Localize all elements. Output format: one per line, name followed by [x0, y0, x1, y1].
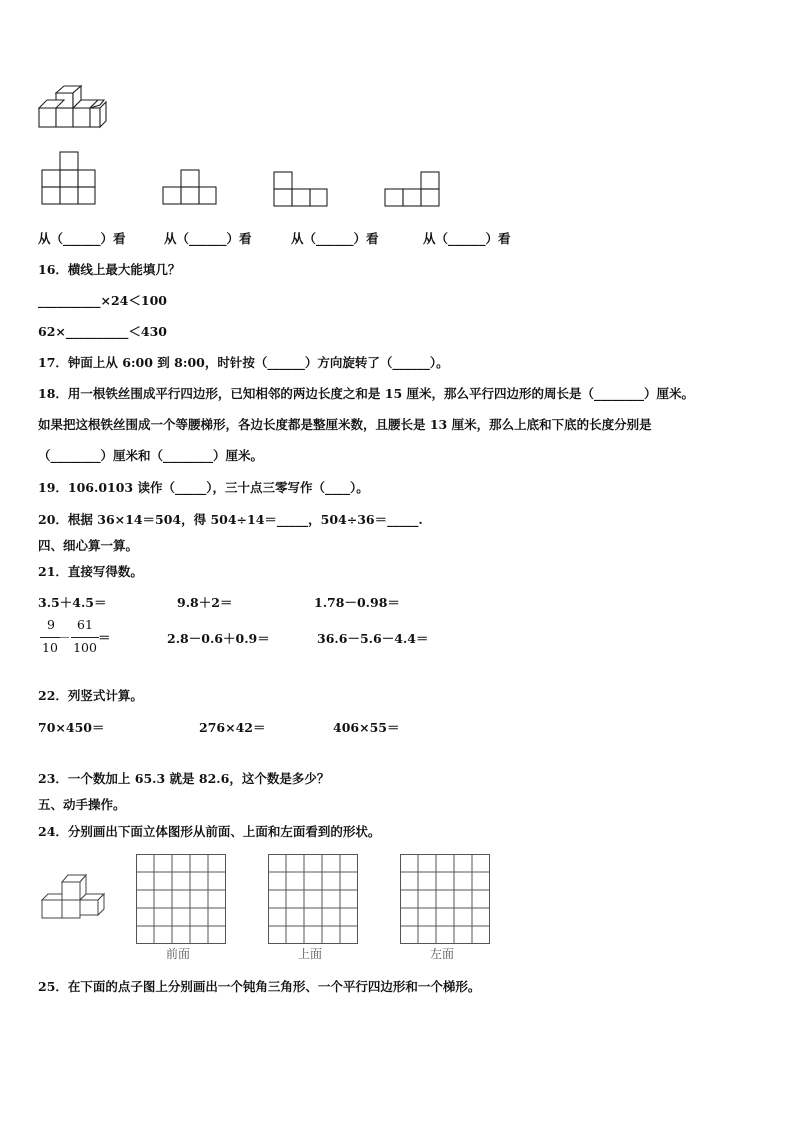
section-4-title: 四、细心算一算。	[38, 538, 139, 553]
q24-grid-left	[400, 854, 490, 944]
frac-minus-sign: －	[58, 630, 71, 645]
frac2-numerator: 61	[77, 617, 93, 632]
frac2-denominator: 100	[73, 640, 97, 655]
q18-line-1: 18．用一根铁丝围成平行四边形，已知相邻的两边长度之和是 15 厘米，那么平行四边形的周长是（________）厘米。	[38, 386, 694, 401]
frac2-bar	[71, 637, 99, 638]
q15-view-2	[163, 169, 217, 205]
q22-c1: 70×450＝	[38, 720, 105, 735]
q25-text: 25．在下面的点子图上分别画出一个钝角三角形、一个平行四边形和一个梯形。	[38, 979, 481, 994]
q21-r1c3: 1.78－0.98＝	[314, 595, 400, 610]
q24-title: 24．分别画出下面立体图形从前面、上面和左面看到的形状。	[38, 824, 381, 839]
q15-solid-figure	[36, 84, 111, 130]
q16-line-2: 62×__________＜430	[38, 324, 167, 339]
q16-title: 16．横线上最大能填几？	[38, 262, 181, 277]
frac-equals-sign: ＝	[98, 630, 111, 645]
q24-caption-top: 上面	[298, 947, 323, 961]
q24-solid-figure	[40, 872, 108, 920]
q21-r2c3: 36.6－5.6－4.4＝	[317, 631, 429, 646]
q22-c2: 276×42＝	[199, 720, 266, 735]
q21-title: 21．直接写得数。	[38, 564, 143, 579]
q24-caption-left: 左面	[430, 947, 455, 961]
q21-r2c2: 2.8－0.6＋0.9＝	[167, 631, 270, 646]
q20-text: 20．根据 36×14＝504，得 504÷14＝_____，504÷36＝_____.	[38, 512, 423, 527]
frac1-denominator: 10	[42, 640, 58, 655]
q24-grid-top	[268, 854, 358, 944]
q15-view-3	[274, 171, 328, 207]
q15-view-label-1: 从（______）看	[38, 231, 126, 246]
q23-text: 23．一个数加上 65.3 就是 82.6，这个数是多少？	[38, 771, 330, 786]
q15-view-label-4: 从（______）看	[423, 231, 511, 246]
q16-line-1: __________×24＜100	[38, 293, 167, 308]
q22-title: 22．列竖式计算。	[38, 688, 143, 703]
q15-view-label-2: 从（______）看	[164, 231, 252, 246]
q22-c3: 406×55＝	[333, 720, 400, 735]
q17-text: 17．钟面上从 6:00 到 8:00，时针按（______）方向旋转了（______）。	[38, 355, 449, 370]
q21-r1c1: 3.5＋4.5＝	[38, 595, 107, 610]
q21-r1c2: 9.8＋2＝	[177, 595, 233, 610]
q18-line-3: （________）厘米和（________）厘米。	[38, 448, 264, 463]
q24-caption-front: 前面	[166, 947, 191, 961]
q18-line-2: 如果把这根铁丝围成一个等腰梯形，各边长度都是整厘米数，且腰长是 13 厘米，那么上底和下底的长度分别是	[38, 417, 652, 432]
section-5-title: 五、动手操作。	[38, 797, 126, 812]
q15-view-4	[385, 171, 441, 207]
frac1-numerator: 9	[47, 617, 55, 632]
q15-view-1	[42, 151, 96, 205]
q24-grid-front	[136, 854, 226, 944]
q15-view-label-3: 从（______）看	[291, 231, 379, 246]
q19-text: 19．106.0103 读作（_____），三十点三零写作（____）。	[38, 480, 369, 495]
frac1-bar	[40, 637, 60, 638]
q21-fraction-expression	[38, 617, 118, 657]
